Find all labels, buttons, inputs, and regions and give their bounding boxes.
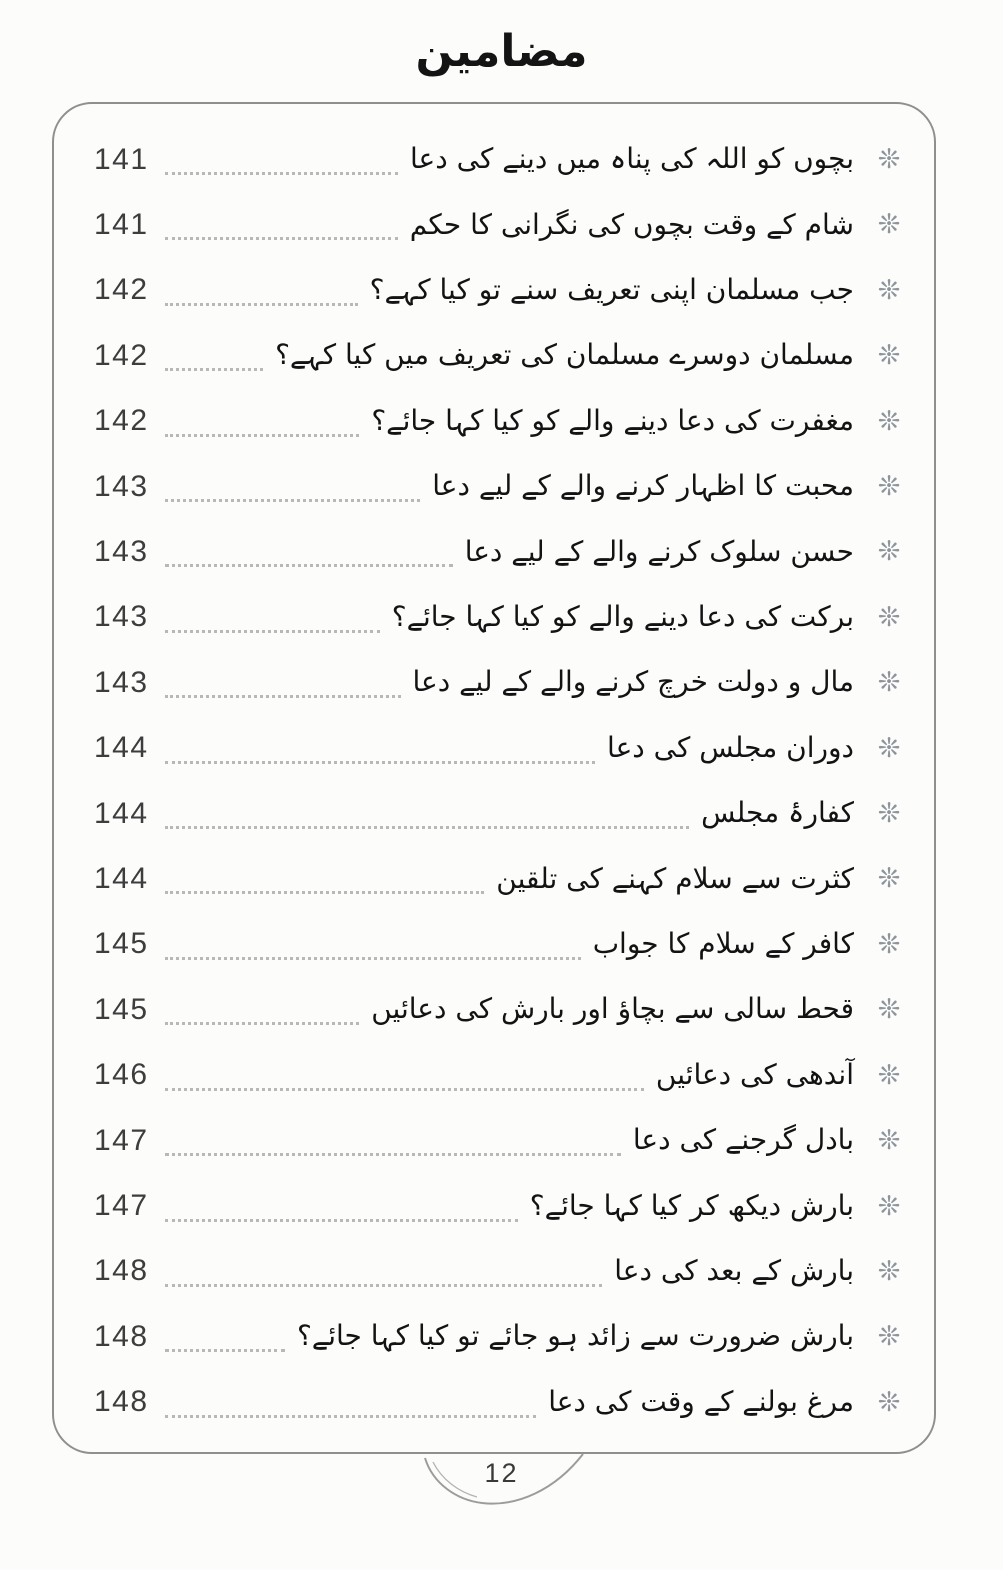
dotted-leader — [165, 1349, 285, 1352]
dotted-leader — [165, 172, 398, 175]
toc-entry[interactable] — [74, 193, 912, 256]
snowflake-ornament-icon: ❊ — [877, 1255, 901, 1286]
snowflake-ornament-icon: ❊ — [877, 405, 901, 436]
toc-entry[interactable] — [74, 1109, 912, 1172]
toc-entry-title: کافر کے سلام کا جواب — [592, 926, 854, 960]
dotted-leader — [165, 695, 401, 698]
toc-entry[interactable] — [74, 128, 912, 191]
toc-container — [52, 102, 936, 1454]
toc-entry-title: مسلمان دوسرے مسلمان کی تعریف میں کیا کہے؟ — [275, 338, 854, 372]
snowflake-ornament-icon: ❊ — [877, 536, 901, 567]
snowflake-ornament-icon: ❊ — [877, 1190, 901, 1221]
toc-entry-title: بارش کے بعد کی دعا — [614, 1254, 854, 1287]
toc-entry[interactable] — [74, 520, 912, 583]
toc-entry-page-number: 148 — [94, 1385, 149, 1419]
toc-entry-page-number: 144 — [94, 861, 149, 895]
page-footer — [0, 1452, 1003, 1524]
dotted-leader — [165, 237, 398, 240]
toc-entry-title: برکت کی دعا دینے والے کو کیا کہا جائے؟ — [391, 599, 854, 633]
toc-entry-page-number: 145 — [94, 992, 149, 1026]
snowflake-ornament-icon: ❊ — [877, 1125, 901, 1156]
toc-entry-title: حسن سلوک کرنے والے کے لیے دعا — [464, 534, 854, 568]
toc-entry-page-number: 148 — [94, 1254, 149, 1288]
toc-entry-page-number: 142 — [94, 273, 149, 307]
dotted-leader — [165, 564, 453, 567]
toc-entry[interactable] — [74, 455, 912, 518]
toc-entry-title: کفارۂ مجلس — [701, 796, 854, 830]
toc-entry[interactable] — [74, 390, 912, 453]
dotted-leader — [165, 761, 595, 764]
toc-entry[interactable] — [74, 913, 912, 976]
toc-entry-page-number: 142 — [94, 338, 149, 372]
dotted-leader — [165, 891, 485, 894]
toc-entry-title: محبت کا اظہار کرنے والے کے لیے دعا — [432, 469, 854, 503]
page-title: مضامین — [415, 26, 588, 77]
toc-entry-page-number: 143 — [94, 534, 149, 568]
snowflake-ornament-icon: ❊ — [877, 1386, 901, 1417]
snowflake-ornament-icon: ❊ — [877, 1059, 901, 1090]
snowflake-ornament-icon: ❊ — [877, 798, 901, 829]
snowflake-ornament-icon: ❊ — [877, 863, 901, 894]
toc-entry[interactable] — [74, 717, 912, 780]
toc-entry-title: جب مسلمان اپنی تعریف سنے تو کیا کہے؟ — [369, 272, 854, 306]
toc-entry[interactable] — [74, 259, 912, 322]
snowflake-ornament-icon: ❊ — [877, 340, 901, 371]
dotted-leader — [165, 826, 690, 829]
dotted-leader — [165, 1088, 644, 1091]
toc-entry-page-number: 147 — [94, 1123, 149, 1157]
toc-entry-page-number: 143 — [94, 600, 149, 634]
toc-entry-page-number: 145 — [94, 927, 149, 961]
toc-entry-page-number: 148 — [94, 1319, 149, 1353]
snowflake-ornament-icon: ❊ — [877, 994, 901, 1025]
toc-entry-title: مرغ بولنے کے وقت کی دعا — [548, 1384, 854, 1418]
toc-entry-title: آندھی کی دعائیں — [655, 1057, 854, 1091]
toc-entry-page-number: 144 — [94, 731, 149, 765]
toc-entry-page-number: 142 — [94, 404, 149, 438]
dotted-leader — [165, 1415, 537, 1418]
toc-entry-title: قحط سالی سے بچاؤ اور بارش کی دعائیں — [371, 992, 854, 1026]
dotted-leader — [165, 1284, 603, 1287]
dotted-leader — [165, 368, 264, 371]
snowflake-ornament-icon: ❊ — [877, 209, 901, 240]
toc-entry[interactable] — [74, 1371, 912, 1434]
footer-page-number: 12 — [484, 1458, 519, 1488]
toc-entry[interactable] — [74, 324, 912, 387]
dotted-leader — [165, 1022, 360, 1025]
toc-entry[interactable] — [74, 847, 912, 910]
dotted-leader — [165, 499, 421, 502]
snowflake-ornament-icon: ❊ — [877, 144, 901, 174]
toc-entry-title: بادل گرجنے کی دعا — [632, 1123, 854, 1157]
toc-entry-title: شام کے وقت بچوں کی نگرانی کا حکم — [409, 207, 854, 241]
toc-entry[interactable] — [74, 1305, 912, 1368]
toc-entry[interactable] — [74, 586, 912, 649]
dotted-leader — [165, 1219, 518, 1222]
toc-entry-page-number: 143 — [94, 665, 149, 699]
snowflake-ornament-icon: ❊ — [877, 471, 901, 502]
toc-entry[interactable] — [74, 978, 912, 1041]
dotted-leader — [165, 434, 360, 437]
snowflake-ornament-icon: ❊ — [877, 732, 901, 763]
toc-entry-title: بچوں کو اللہ کی پناہ میں دینے کی دعا — [410, 142, 854, 176]
toc-entry-title: بارش دیکھ کر کیا کہا جائے؟ — [529, 1188, 854, 1222]
toc-entry[interactable] — [74, 782, 912, 845]
toc-entry-title: مال و دولت خرچ کرنے والے کے لیے دعا — [412, 665, 854, 699]
toc-entry-page-number: 141 — [94, 207, 149, 241]
toc-entry[interactable] — [74, 1044, 912, 1107]
snowflake-ornament-icon: ❊ — [877, 928, 901, 959]
dotted-leader — [165, 1153, 621, 1156]
toc-entry-page-number: 146 — [94, 1058, 149, 1092]
toc-entry-title: مغفرت کی دعا دینے والے کو کیا کہا جائے؟ — [371, 403, 854, 437]
toc-entry[interactable] — [74, 1240, 912, 1303]
toc-entry-page-number: 147 — [94, 1189, 149, 1222]
dotted-leader — [165, 630, 380, 633]
toc-entry[interactable] — [74, 651, 912, 714]
toc-entry-title: دوران مجلس کی دعا — [607, 730, 854, 764]
snowflake-ornament-icon: ❊ — [877, 667, 901, 698]
toc-entry-page-number: 141 — [94, 142, 149, 176]
toc-entry[interactable] — [74, 1175, 912, 1238]
toc-entry-page-number: 143 — [94, 469, 149, 503]
toc-entry-page-number: 144 — [94, 796, 149, 830]
toc-entry-title: کثرت سے سلام کہنے کی تلقین — [496, 861, 854, 895]
snowflake-ornament-icon: ❊ — [877, 601, 901, 632]
dotted-leader — [165, 957, 581, 960]
toc-entry-title: بارش ضرورت سے زائد ہو جائے تو کیا کہا جائے؟ — [296, 1319, 854, 1353]
snowflake-ornament-icon: ❊ — [877, 274, 901, 305]
dotted-leader — [165, 303, 358, 306]
snowflake-ornament-icon: ❊ — [877, 1321, 901, 1352]
